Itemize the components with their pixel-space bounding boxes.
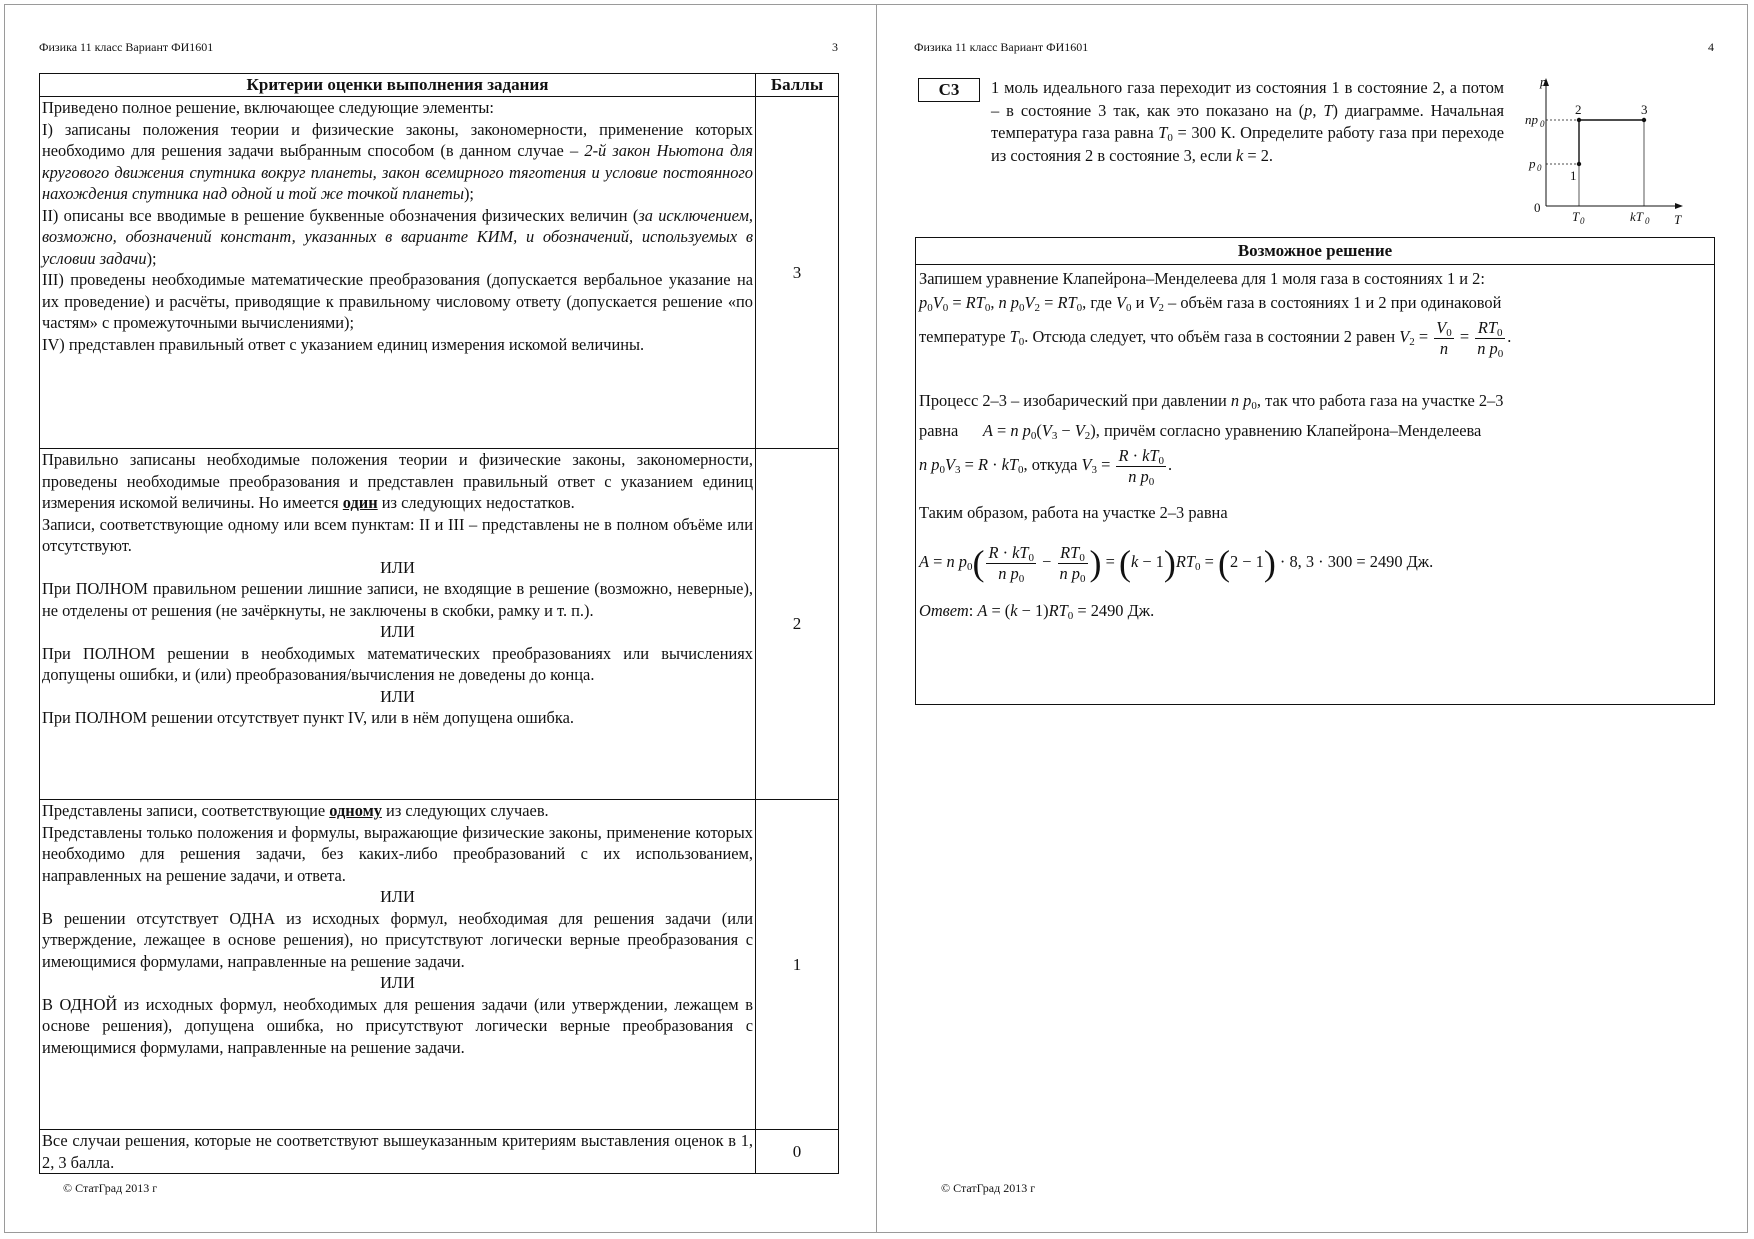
or-separator: ИЛИ: [380, 557, 415, 577]
kt0-subscript: 0: [1645, 216, 1650, 226]
solution-text: . Отсюда следует, что объём газа в состоянии 2 равен: [1024, 327, 1400, 346]
solution-title: Возможное решение: [916, 238, 1714, 265]
solution-box: [915, 237, 1715, 705]
answer-text: = 2490 Дж.: [1073, 601, 1155, 620]
solution-line: A = n $p_0$( $\frac{R \cdot kT_0}{n p_0}$ − $\frac{RT_0}{n p_0}$ ) = $(k - 1)RT_0 = (2 - 1) \cdot 8$, 3 · 300 = 2490 Дж.: [919, 542, 1434, 585]
criteria-row-0: [40, 1130, 839, 1174]
solution-line: $p_0V_0 = RT_0$, n $p_0V_2 = RT_0$, где $V_0$ и $V_2$ – объём газа в состояниях 1 и 2 при одинаковой: [919, 293, 1502, 314]
solution-text: , где: [1082, 293, 1116, 312]
points-column-header: Баллы: [756, 74, 839, 97]
criteria-text: При ПОЛНОМ решении в необходимых математических преобразованиях или вычислениях допущены ошибки, и (или) преобразования/вычисления не доведены до конца.: [42, 643, 753, 684]
criteria-cell: [40, 449, 756, 800]
state-label-1: 1: [1570, 168, 1577, 183]
solution-text: температуре: [919, 327, 1010, 346]
or-separator: ИЛИ: [380, 622, 415, 641]
criteria-text: Приведено полное решение, включающее следующие элементы:: [42, 98, 494, 117]
state-point-3: [1642, 118, 1646, 122]
criteria-row-3: [40, 97, 839, 449]
criteria-cell: [40, 800, 756, 1130]
criteria-text: из следующих случаев.: [381, 801, 549, 820]
pt-diagram: [1524, 76, 1684, 232]
task-label-box: С3: [918, 78, 980, 102]
criteria-row-2: [40, 449, 839, 800]
solution-line: n $p_0V_3 = R \cdot kT_0$, откуда $V_3$ = $\frac{R \cdot kT_0}{n p_0}$ .: [919, 445, 1173, 488]
points-value: 1: [756, 800, 839, 1130]
page-number: 4: [1708, 40, 1714, 54]
np0-label: np: [1525, 112, 1538, 127]
criteria-text: );: [146, 248, 157, 268]
problem-text: 1 моль идеального газа переходит из состояния 1 в состояние 2, а потом – в состояние 3 так, как это показано на (: [991, 78, 1504, 120]
fraction: $\frac{R \cdot kT_0}{n p_0}$: [1118, 445, 1165, 488]
or-separator: ИЛИ: [380, 887, 415, 906]
np0-subscript: 0: [1540, 119, 1545, 129]
criteria-text: В ОДНОЙ из исходных формул, необходимых для решения задачи (или утверждении, лежащем в основе решения), допущена ошибка, но присутствуют логически верные преобразования с имеющимися формулами, направленные на решение задачи.: [42, 994, 753, 1057]
fraction: $\frac{V_0}{n}$: [1436, 317, 1452, 358]
p-axis-label: p: [1540, 76, 1547, 89]
solution-line: температуре $T_0$. Отсюда следует, что объём газа в состоянии 2 равен $V_2$ = $\frac{V_0}{n}$ = $\frac{RT_0}{n p_0}$ .: [919, 317, 1512, 360]
solution-line: Процесс 2–3 – изобарический при давлении n $p_0$, так что работа газа на участке 2–3: [919, 391, 1504, 412]
fraction: $\frac{RT_0}{n p_0}$: [1477, 317, 1504, 360]
solution-text: равна: [919, 421, 959, 440]
table-header-row: [40, 74, 839, 97]
page-number: 3: [832, 40, 838, 54]
criteria-text: Представлены записи, соответствующие: [42, 801, 330, 820]
problem-text: ) диаграмме. Начальная температура газа равна: [991, 100, 1504, 142]
emphasis-word: одному: [329, 801, 382, 820]
origin-label: 0: [1534, 200, 1541, 215]
or-separator: ИЛИ: [380, 686, 415, 706]
emphasis-word: один: [342, 493, 378, 512]
t-axis-label: T: [1674, 212, 1682, 227]
criteria-table: [39, 73, 839, 1174]
criteria-cell: [40, 1130, 756, 1174]
state-label-2: 2: [1575, 102, 1582, 117]
solution-text: , причём согласно уравнению Клапейрона–Менделеева: [1095, 421, 1482, 440]
state-point-1: [1577, 162, 1581, 166]
criteria-text: I) записаны положения теории и физические законы, закономерности, применение которых необходимо для решения задачи выбранным способом (в данном случае –: [42, 119, 753, 160]
solution-text: , откуда: [1023, 455, 1082, 474]
criteria-item-iv: IV) представлен правильный ответ с указанием единиц измерения искомой величины.: [42, 334, 645, 354]
points-value: 2: [756, 449, 839, 800]
solution-text: , так что работа газа на участке 2–3: [1256, 391, 1504, 410]
state-label-3: 3: [1641, 102, 1648, 117]
p0-subscript: 0: [1537, 163, 1542, 173]
criteria-item-ii: [42, 205, 753, 270]
criteria-cell: [40, 97, 756, 449]
criteria-item-iii: III) проведены необходимые математические преобразования (допускается вербальное указание на их проведение) и расчёты, приводящие к правильному числовому ответу (допускается решение «по частям» с промежуточными вычислениями);: [42, 270, 753, 332]
problem-text: = 2.: [1243, 145, 1274, 165]
t0-subscript: 0: [1580, 216, 1585, 226]
fraction: $\frac{R \cdot kT_0}{n p_0}$: [988, 542, 1035, 585]
criteria-text-italic: 2-й закон Ньютона для кругового движения спутника вокруг планеты, закон всемирного тяготения и условие постоянного нахождения спутника над одной и той же точкой планеты: [42, 141, 753, 203]
or-separator: ИЛИ: [380, 973, 415, 992]
solution-body: [916, 265, 1714, 623]
answer-label: Ответ: [919, 601, 969, 620]
criteria-text: [42, 449, 753, 514]
criteria-text: из следующих недостатков.: [377, 493, 575, 512]
criteria-text: Записи, соответствующие одному или всем пунктам: II и III – представлены не в полном объёме или отсутствуют.: [42, 514, 753, 555]
solution-text: – объём газа в состояниях 1 и 2 при одинаковой: [1163, 293, 1502, 312]
solution-text: · 8, 3 · 300 = 2490 Дж.: [1279, 552, 1434, 571]
criteria-text: [42, 800, 753, 822]
kt0-label: kT: [1630, 209, 1643, 224]
criteria-row-1: [40, 800, 839, 1130]
criteria-text-italic: за исключением, возможно, обозначений констант, указанных в варианте КИМ, и обозначений, используемых в условии задачи: [42, 205, 753, 268]
answer-line: Ответ: $A = (k - 1)RT_0 = 2490$ Дж.: [919, 601, 1155, 622]
page-divider: [876, 4, 877, 1233]
solution-text: Процесс 2–3 – изобарический при давлении: [919, 391, 1231, 410]
problem-text: = 300 К. Определите работу газа при переходе из состояния 2 в состояние 3, если: [991, 123, 1504, 165]
points-value: 0: [756, 1130, 839, 1174]
p0-label: p: [1529, 156, 1536, 171]
criteria-item-i: [42, 119, 753, 205]
t-axis-arrow-icon: [1675, 203, 1683, 209]
page-header: Физика 11 класс Вариант ФИ1601: [914, 40, 1089, 54]
criteria-text: Представлены только положения и формулы, выражающие физические законы, применение которых необходимо для решения задачи, без каких-либо преобразований с их использованием, направленных на решение задачи, и ответа.: [42, 822, 753, 885]
criteria-text: В решении отсутствует ОДНА из исходных формул, необходимая для решения задачи (или утверждение, лежащее в основе решения), но присутствуют логически верные преобразования с имеющимися формулами, направленные на решение задачи.: [42, 908, 753, 971]
criteria-column-header: Критерии оценки выполнения задания: [40, 74, 756, 97]
page-header: Физика 11 класс Вариант ФИ1601: [39, 40, 214, 54]
criteria-text: II) описаны все вводимые в решение буквенные обозначения физических величин (: [42, 205, 639, 225]
solution-line: Таким образом, работа на участке 2–3 равна: [919, 503, 1228, 522]
fraction: $\frac{RT_0}{n p_0}$: [1059, 542, 1086, 585]
criteria-text: При ПОЛНОМ правильном решении лишние записи, не входящие в решение (возможно, неверные), не отделены от решения (не зачёркнуты, не заключены в скобки, рамку и т. п.).: [42, 579, 753, 620]
solution-line: равна A = n $p_0(V_3 - V_2)$, причём согласно уравнению Клапейрона–Менделеева: [919, 421, 1482, 442]
page-footer: © СтатГрад 2013 г: [63, 1181, 158, 1195]
problem-statement: 1 моль идеального газа переходит из состояния 1 в состояние 2, а потом – в состояние 3 так, как это показано на (p, T) диаграмме. Начальная температура газа равна $T_0 = 300$ К. Определите работу газа при переходе из состояния 2 в состояние 3, если k = 2.: [991, 78, 1504, 165]
page-footer: © СтатГрад 2013 г: [941, 1181, 1036, 1195]
criteria-text: Все случаи решения, которые не соответствуют вышеуказанным критериям выставления оценок в 1, 2, 3 балла.: [42, 1131, 753, 1172]
criteria-text: Правильно записаны необходимые положения теории и физические законы, закономерности, проведены необходимые преобразования и представлен правильный ответ с указанием единиц измерения искомой величины. Но имеется: [42, 450, 753, 512]
solution-line: Запишем уравнение Клапейрона–Менделеева для 1 моля газа в состояниях 1 и 2:: [919, 269, 1485, 288]
criteria-text: );: [463, 184, 474, 203]
points-value: 3: [756, 97, 839, 449]
state-point-2: [1577, 118, 1581, 122]
left-page: [0, 0, 876, 1239]
criteria-text: При ПОЛНОМ решении отсутствует пункт IV, или в нём допущена ошибка.: [42, 708, 574, 727]
t0-label: T: [1572, 209, 1580, 224]
